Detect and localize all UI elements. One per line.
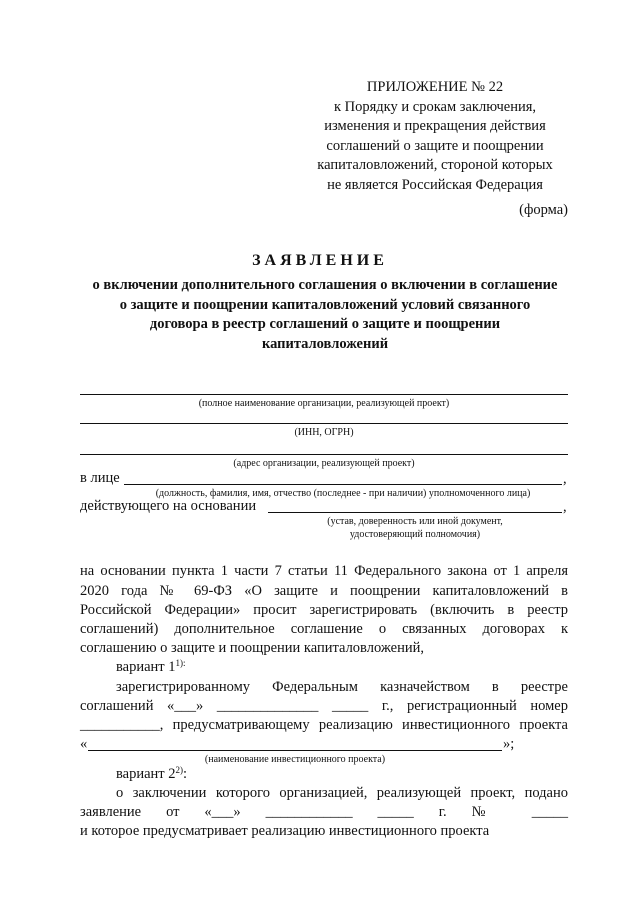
variant2-line: о заключении которого организацией, реализующей проект, подано bbox=[116, 785, 568, 801]
comma: , bbox=[563, 499, 567, 515]
subtitle-line: капиталовложений bbox=[261, 335, 389, 352]
project-close-quote: »; bbox=[503, 736, 515, 752]
variant2-line: и которое предусматривает реализацию инвестиционного проекта bbox=[80, 823, 490, 839]
variant1-label: вариант 1 bbox=[116, 659, 176, 675]
basis-label: действующего на основании bbox=[80, 498, 257, 514]
variant1-footnote: 1): bbox=[175, 658, 186, 668]
appendix-line: изменения и прекращения действия bbox=[324, 118, 546, 134]
document-subtitle bbox=[80, 276, 570, 354]
appendix-block bbox=[300, 78, 570, 195]
inn-ogrn-field[interactable] bbox=[80, 423, 568, 424]
variant1-heading bbox=[116, 658, 186, 678]
inn-ogrn-caption: (ИНН, ОГРН) bbox=[294, 427, 354, 438]
form-label: (форма) bbox=[519, 202, 568, 218]
basis-caption-1: (устав, доверенность или иной документ, bbox=[327, 516, 503, 527]
project-name-field[interactable] bbox=[88, 750, 502, 751]
basis-field[interactable] bbox=[268, 512, 562, 513]
variant1-line: ___________, предусматривающему реализацию инвестиционного проекта bbox=[80, 717, 568, 733]
appendix-line: к Порядку и срокам заключения, bbox=[333, 98, 537, 115]
in-person-caption: (должность, фамилия, имя, отчество (последнее - при наличии) уполномоченного лица) bbox=[155, 488, 531, 499]
subtitle-line: о включении дополнительного соглашения о включении в соглашение bbox=[92, 277, 558, 293]
project-caption: (наименование инвестиционного проекта) bbox=[204, 754, 386, 765]
org-name-caption: (полное наименование организации, реализующей проект) bbox=[198, 398, 450, 409]
comma: , bbox=[563, 471, 567, 487]
document-title: ЗАЯВЛЕНИЕ bbox=[252, 252, 388, 269]
body-line: на основании пункта 1 части 7 статьи 11 Федерального закона от 1 апреля bbox=[80, 563, 568, 579]
variant2-line: заявление от «___» ____________ _____ г. № _____ bbox=[80, 804, 568, 820]
variant1-line: соглашений «___» ______________ _____ г., регистрационный номер bbox=[80, 698, 568, 714]
variant2-footnote: 2) bbox=[175, 765, 184, 775]
address-caption: (адрес организации, реализующей проект) bbox=[233, 458, 415, 469]
body-line: 2020 года № 69-ФЗ «О защите и поощрении капиталовложений в bbox=[80, 583, 568, 599]
variant2-heading: вариант 2$^{2)}$: bbox=[116, 765, 188, 782]
appendix-line: капиталовложений, стороной которых bbox=[317, 157, 553, 173]
body-line: соглашению о защите и поощрении капиталовложений, bbox=[80, 640, 425, 656]
appendix-title: ПРИЛОЖЕНИЕ № 22 bbox=[366, 79, 504, 95]
variant2-label: вариант 2 bbox=[116, 766, 176, 782]
subtitle-line: о защите и поощрении капиталовложений условий связанного bbox=[119, 296, 531, 313]
variant1-line: зарегистрированному Федеральным казначейством в реестре bbox=[116, 679, 568, 695]
address-field[interactable] bbox=[80, 454, 568, 455]
project-open-quote: « bbox=[80, 736, 88, 752]
basis-caption-2: удостоверяющий полномочия) bbox=[349, 529, 481, 540]
subtitle-line: договора в реестр соглашений о защите и поощрении bbox=[149, 316, 501, 332]
appendix-line: соглашений о защите и поощрении bbox=[326, 137, 544, 154]
in-person-field[interactable] bbox=[124, 484, 562, 485]
in-person-label: в лице bbox=[80, 470, 120, 486]
appendix-line: не является Российская Федерация bbox=[327, 176, 543, 193]
body-line: Российской Федерации» просит зарегистрировать (включить в реестр bbox=[80, 602, 568, 618]
body-line: соглашений) дополнительное соглашение о связанных договорах к bbox=[80, 621, 568, 637]
org-name-field[interactable] bbox=[80, 394, 568, 395]
